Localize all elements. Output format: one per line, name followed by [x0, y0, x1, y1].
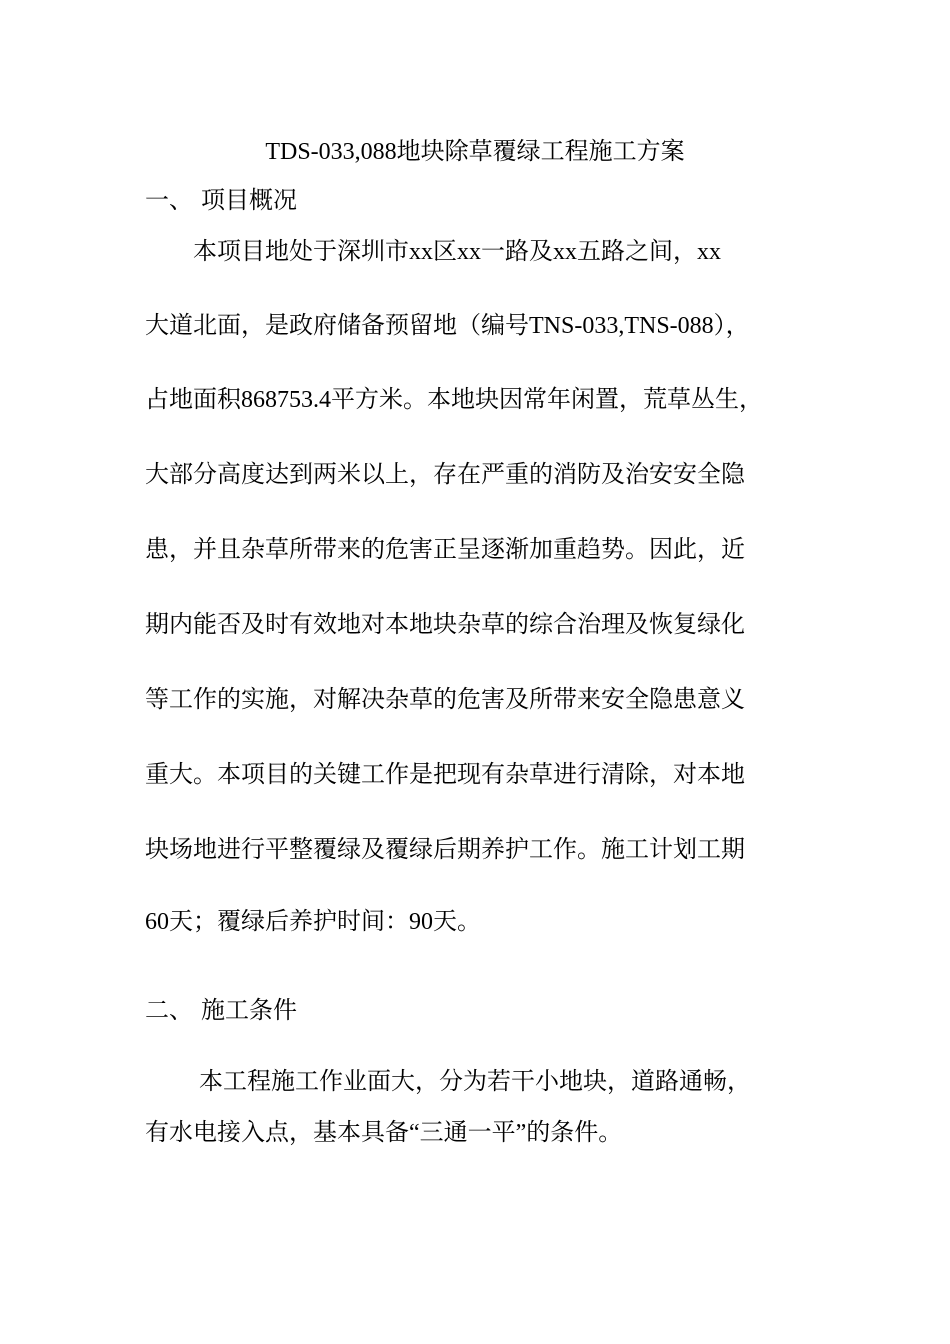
paragraph-line: 本工程施工作业面大，分为若干小地块，道路通畅，: [145, 1069, 751, 1095]
paragraph-line: 重大。本项目的关键工作是把现有杂草进行清除，对本地: [145, 762, 745, 788]
paragraph-line: 本项目地处于深圳市xx区xx一路及xx五路之间，xx: [145, 239, 721, 265]
section-number: 二、: [145, 998, 193, 1024]
paragraph-line: 大道北面，是政府储备预留地（编号TNS-033,TNS-088），: [145, 313, 750, 339]
section-number: 一、: [145, 188, 193, 214]
section-title: 施工条件: [201, 998, 297, 1024]
paragraph-line: 大部分高度达到两米以上，存在严重的消防及治安安全隐: [145, 462, 745, 488]
paragraph-line: 60天；覆绿后养护时间：90天。: [145, 909, 481, 935]
paragraph-line: 期内能否及时有效地对本地块杂草的综合治理及恢复绿化: [145, 612, 745, 638]
paragraph-line: 有水电接入点，基本具备“三通一平”的条件。: [145, 1120, 623, 1146]
paragraph-line: 等工作的实施，对解决杂草的危害及所带来安全隐患意义: [145, 687, 745, 713]
section-title: 项目概况: [201, 188, 297, 214]
document-title: TDS-033,088地块除草覆绿工程施工方案: [265, 139, 685, 165]
paragraph-line: 块场地进行平整覆绿及覆绿后期养护工作。施工计划工期: [145, 837, 745, 863]
section-heading-overview: [145, 185, 297, 217]
paragraph-line: 占地面积868753.4平方米。本地块因常年闲置，荒草丛生，: [145, 387, 763, 413]
paragraph-line: 患，并且杂草所带来的危害正呈逐渐加重趋势。因此，近: [145, 537, 745, 563]
section-heading-conditions: [145, 995, 297, 1027]
